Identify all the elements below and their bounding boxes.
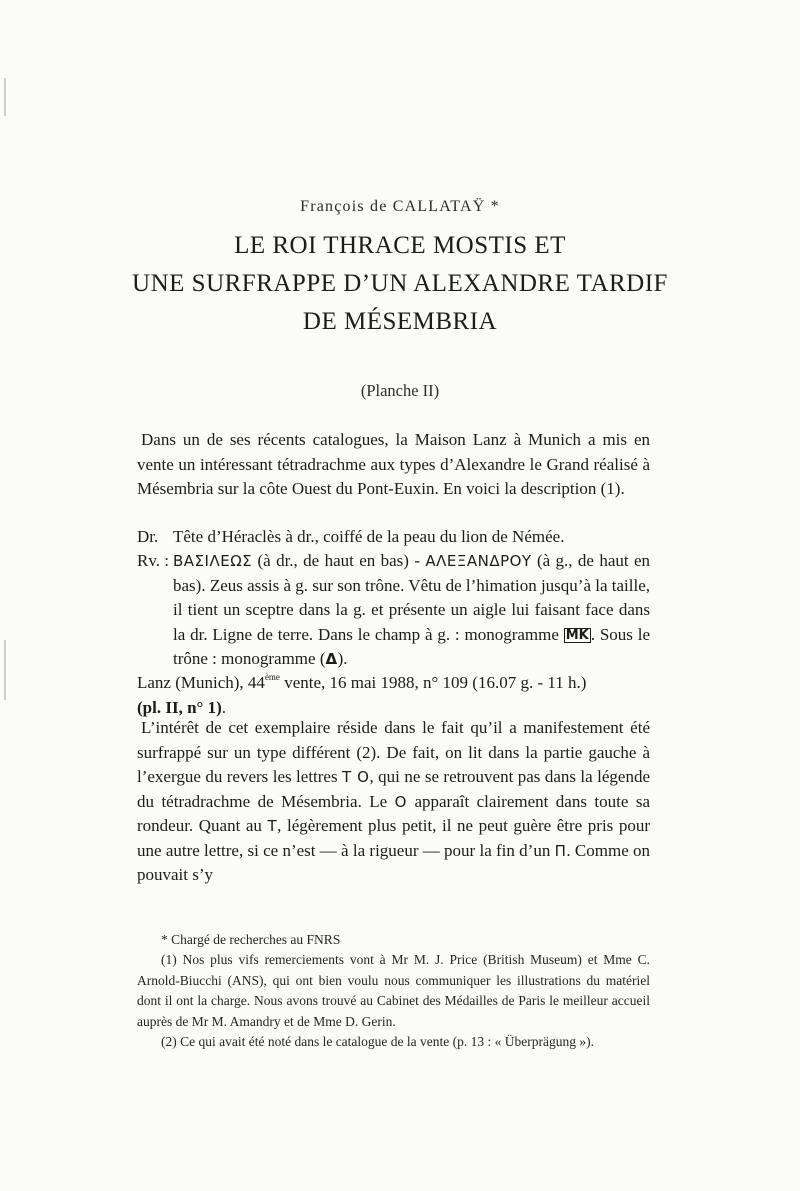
greek-letter-t: Τ: [267, 817, 278, 835]
greek-letter-o: Ο: [394, 792, 407, 811]
dr-label: Dr.: [137, 527, 159, 546]
plate-reference: (Planche II): [360, 381, 440, 400]
plate-ref-bold: (pl. II, n° 1): [137, 697, 222, 717]
monogram-2: Δ: [325, 650, 338, 668]
p2-part-4: , légèrement plus petit, il ne peut guère être pris pour une autre lettre, si ce n’est — à la rigueur — pour la fin d’un: [137, 816, 651, 860]
monogram-1: ΜΚ: [565, 627, 589, 643]
footnote-ref-1: (1).: [600, 479, 625, 498]
greek-legend-basileos: ΒΑΣΙΛΕΩΣ: [173, 552, 253, 570]
rv-text-block: [173, 549, 650, 672]
scan-edge-mark: [4, 640, 6, 700]
intro-paragraph: [137, 428, 650, 502]
footnote-2: (2) Ce qui avait été noté dans le catalogue de la vente (p. 13 : « Überprägung »).: [161, 1034, 594, 1049]
greek-legend-alexandrou: ΑΛΕΞΑΝΔΡΟΥ: [425, 552, 532, 570]
greek-letter-pi: Π: [554, 841, 567, 860]
p2-part-2: , qui ne se retrouvent pas dans la légende du tétradrachme de Mésembria. Le: [137, 767, 651, 811]
rv-mid: (à dr., de haut en bas) -: [257, 551, 420, 570]
lanz-reference: [137, 665, 650, 720]
description-rv: [137, 549, 650, 669]
intro-text: Dans un de ses récents catalogues, la Maison Lanz à Munich a mis en vente un intéressant tétradrachme aux types d’Alexandre le Grand réalisé à Mésembria sur la côte Ouest du Pont-Euxin. En voici la description: [137, 430, 650, 498]
footnote-star: * Chargé de recherches au FNRS: [161, 932, 341, 947]
p2-part-3: apparaît clairement dans toute sa rondeur. Quant au: [137, 791, 651, 835]
rv-text-2: . Sous le trône : monogramme (: [173, 624, 650, 668]
title-line-1: LE ROI THRACE MOSTIS ET: [234, 232, 566, 259]
greek-letters-to: Τ Ο: [342, 768, 370, 786]
lanz-sup: ème: [264, 672, 280, 682]
title-line-2: UNE SURFRAPPE D’UN ALEXANDRE TARDIF: [132, 270, 668, 297]
lanz-text-a: Lanz (Munich), 44: [137, 673, 265, 692]
description-dr: [137, 525, 650, 550]
dr-text: Tête d’Héraclès à dr., coiffé de la peau du lion de Némée.: [173, 527, 565, 546]
rv-text-3: ).: [337, 649, 348, 668]
body-paragraph-2: [137, 716, 650, 888]
p2-part-5: . Comme on pouvait s’y: [137, 840, 651, 884]
footnote-1: (1) Nos plus vifs remerciements vont à Mr M. J. Price (British Museum) et Mme C. Arnold-Biucchi (ANS), qui ont bien voulu nous communiquer les illustrations du matériel dont il ont la charge. Nous avons trouvé au Cabinet des Médailles de Paris le meilleur accueil auprès de Mr M. Amandry et de Mme D. Gerin.: [137, 952, 650, 1029]
scan-edge-mark: [4, 78, 6, 116]
rv-label: Rv. :: [137, 551, 169, 570]
author-line: François de CALLATAŸ *: [300, 198, 500, 215]
lanz-text-b: vente, 16 mai 1988, n° 109 (16.07 g. - 11 h.): [279, 673, 587, 692]
p2-part-1: L’intérêt de cet exemplaire réside dans le fait qu’il a manifestement été surfrappé sur un type différent (2). De fait, on lit dans la partie gauche à l’exergue du revers les lettres: [137, 718, 650, 786]
lanz-end: .: [221, 697, 226, 717]
rv-text: (à g., de haut en bas). Zeus assis à g. sur son trône. Vêtu de l’himation jusqu’à la taille, il tient un sceptre dans la g. et présente un aigle lui faisant face dans la dr. Ligne de terre. Dans le champ à g. : monogramme: [173, 551, 651, 644]
title-line-3: DE MÉSEMBRIA: [302, 308, 498, 335]
